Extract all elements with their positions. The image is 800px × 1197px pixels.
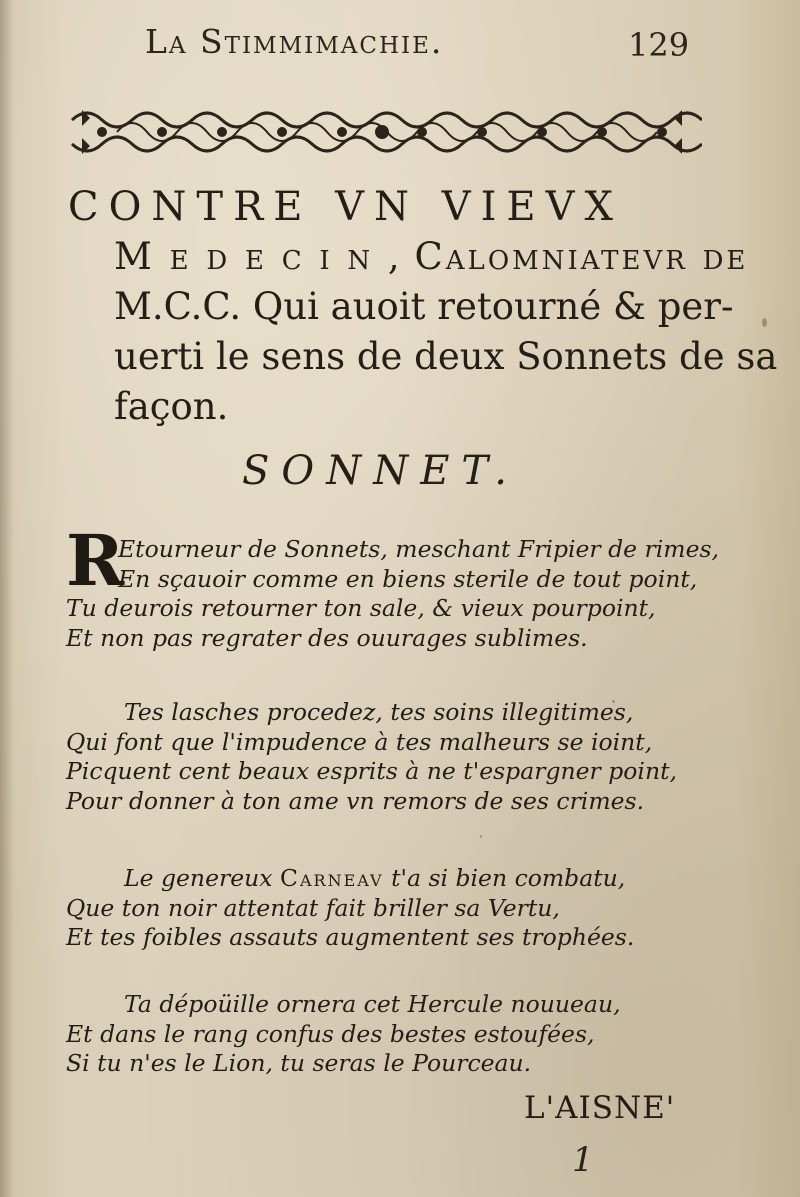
stanza-3 bbox=[66, 864, 706, 953]
verse-line: Et non pas regrater des ouurages sublimes. bbox=[66, 623, 588, 652]
verse-line: Tu deurois retourner ton sale, & vieux pourpoint, bbox=[66, 594, 656, 622]
verse-line: En sçauoir comme en biens sterile de tout point, bbox=[118, 564, 698, 593]
sonnet-heading: SONNET. bbox=[242, 448, 519, 494]
page-number: 129 bbox=[628, 26, 690, 64]
name-carneau: Carneav bbox=[280, 864, 384, 892]
verse-line: Et tes foibles assauts augmentent ses trophées. bbox=[66, 923, 635, 951]
verse-line: Ta dépoüille ornera cet Hercule nouueau, bbox=[124, 990, 621, 1018]
author-signature: L'AISNE' bbox=[524, 1090, 676, 1126]
paper-speck bbox=[762, 318, 767, 327]
paper-speck bbox=[300, 610, 302, 612]
stanza-2 bbox=[66, 698, 706, 816]
title-line-3: M.C.C. Qui auoit retourné & per- bbox=[114, 285, 734, 328]
verse-line: Si tu n'es le Lion, tu seras le Pourceau. bbox=[66, 1049, 532, 1077]
arabesque-band-ornament bbox=[62, 100, 702, 166]
title-line-2: M e d e c i n , Calomniatevr de bbox=[114, 235, 749, 278]
poem-title bbox=[68, 182, 778, 432]
verse-line: Tes lasches procedez, tes soins illegitimes, bbox=[124, 698, 634, 726]
paper-speck bbox=[612, 700, 615, 703]
title-line-4: uerti le sens de deux Sonnets de sa bbox=[114, 335, 778, 378]
verse-line: Que ton noir attentat fait briller sa Vertu, bbox=[66, 893, 560, 922]
verse-line: Le genereux Carneav t'a si bien combatu, bbox=[124, 864, 626, 892]
verse-line: Etourneur de Sonnets, meschant Fripier de rimes, bbox=[118, 535, 720, 563]
verse-line: Et dans le rang confus des bestes estoufées, bbox=[66, 1019, 595, 1048]
paper-speck bbox=[480, 835, 482, 838]
verse-line: Picquent cent beaux esprits à ne t'espargner point, bbox=[66, 757, 677, 785]
signature-mark: 1 bbox=[572, 1140, 594, 1180]
stanza-1 bbox=[66, 535, 720, 653]
stanza-4 bbox=[66, 990, 706, 1079]
drop-cap: R bbox=[66, 519, 125, 602]
running-title: La Stimmimachie. bbox=[145, 22, 444, 61]
title-line-1: CONTRE VN VIEVX bbox=[68, 184, 623, 230]
verse-line: Qui font que l'impudence à tes malheurs se ioint, bbox=[66, 727, 653, 756]
title-line-5: façon. bbox=[114, 385, 229, 428]
verse-line: Pour donner à ton ame vn remors de ses crimes. bbox=[66, 786, 645, 815]
page-gutter-shadow bbox=[0, 0, 14, 1197]
